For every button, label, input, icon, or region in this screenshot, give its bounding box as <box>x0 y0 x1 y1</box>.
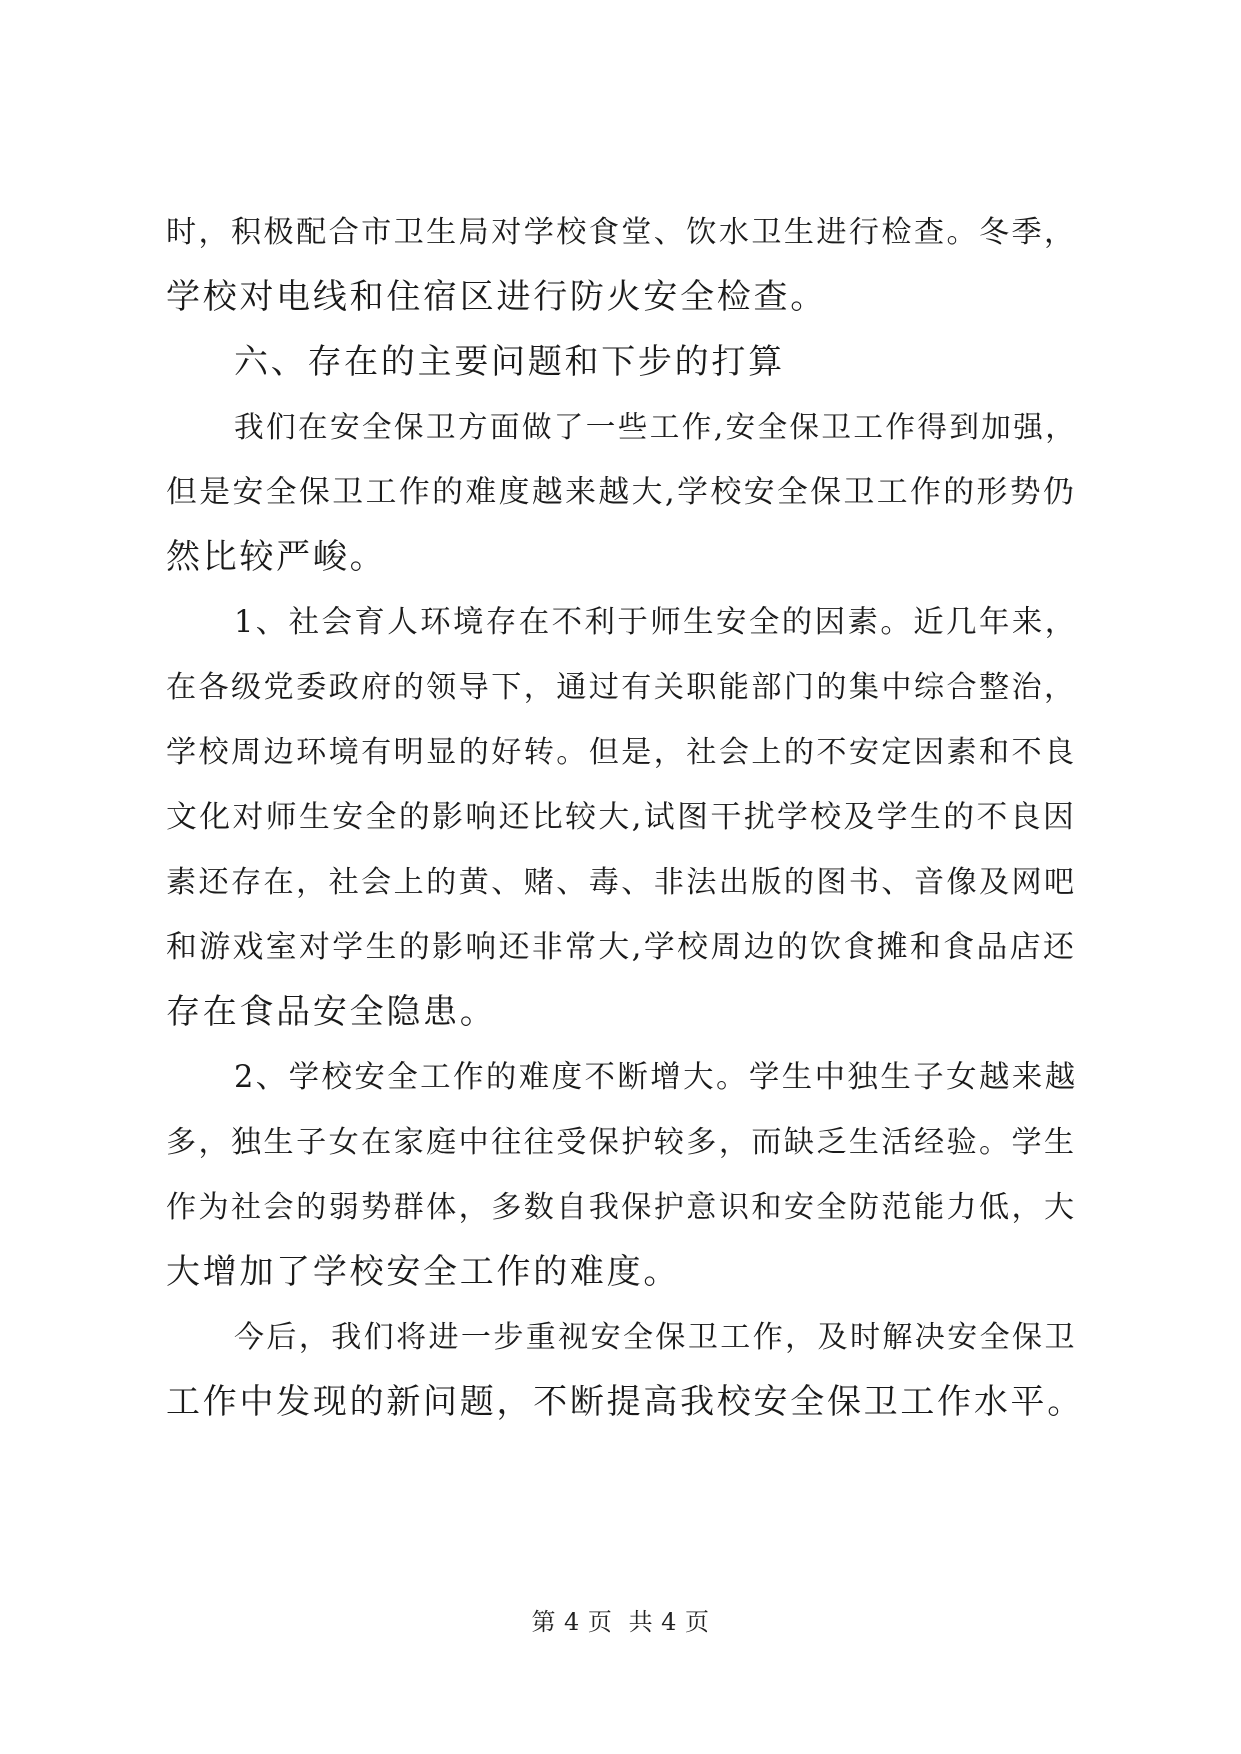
text-line: 和游戏室对学生的影响还非常大,学校周边的饮食摊和食品店还 <box>166 929 1077 965</box>
text-line: 工作中发现的新问题，不断提高我校安全保卫工作水平。 <box>166 1382 1084 1422</box>
document-body <box>166 200 1086 1435</box>
text-line: 然比较严峻。 <box>166 537 387 577</box>
page-number-label: 第 4 页 共 4 页 <box>531 1608 710 1636</box>
text-line: 文化对师生安全的影响还比较大,试图干扰学校及学生的不良因 <box>166 799 1077 835</box>
text-line: 学校对电线和住宿区进行防火安全检查。 <box>166 277 827 317</box>
text-line: 但是安全保卫工作的难度越来越大,学校安全保卫工作的形势仍 <box>166 474 1077 510</box>
text-line: 大增加了学校安全工作的难度。 <box>166 1252 681 1292</box>
text-line: 学校周边环境有明显的好转。但是，社会上的不安定因素和不良 <box>166 735 1077 770</box>
text-line: 存在食品安全隐患。 <box>166 992 497 1032</box>
text-line: 六、存在的主要问题和下步的打算 <box>234 342 785 382</box>
text-line: 作为社会的弱势群体，多数自我保护意识和安全防范能力低，大 <box>166 1190 1077 1225</box>
text-line: 在各级党委政府的领导下，通过有关职能部门的集中综合整治， <box>166 670 1077 705</box>
page-footer <box>0 1607 1241 1637</box>
text-line: 多，独生子女在家庭中往往受保护较多，而缺乏生活经验。学生 <box>166 1125 1077 1160</box>
text-line: 素还存在，社会上的黄、赌、毒、非法出版的图书、音像及网吧 <box>166 865 1077 900</box>
text-line: 今后，我们将进一步重视安全保卫工作，及时解决安全保卫 <box>234 1320 1077 1355</box>
text-line: 我们在安全保卫方面做了一些工作,安全保卫工作得到加强， <box>234 410 1078 444</box>
text-line: 1、社会育人环境存在不利于师生安全的因素。近几年来， <box>234 605 1078 640</box>
text-line: 时，积极配合市卫生局对学校食堂、饮水卫生进行检查。冬季， <box>166 215 1077 250</box>
text-line: 2、学校安全工作的难度不断增大。学生中独生子女越来越 <box>234 1060 1078 1095</box>
